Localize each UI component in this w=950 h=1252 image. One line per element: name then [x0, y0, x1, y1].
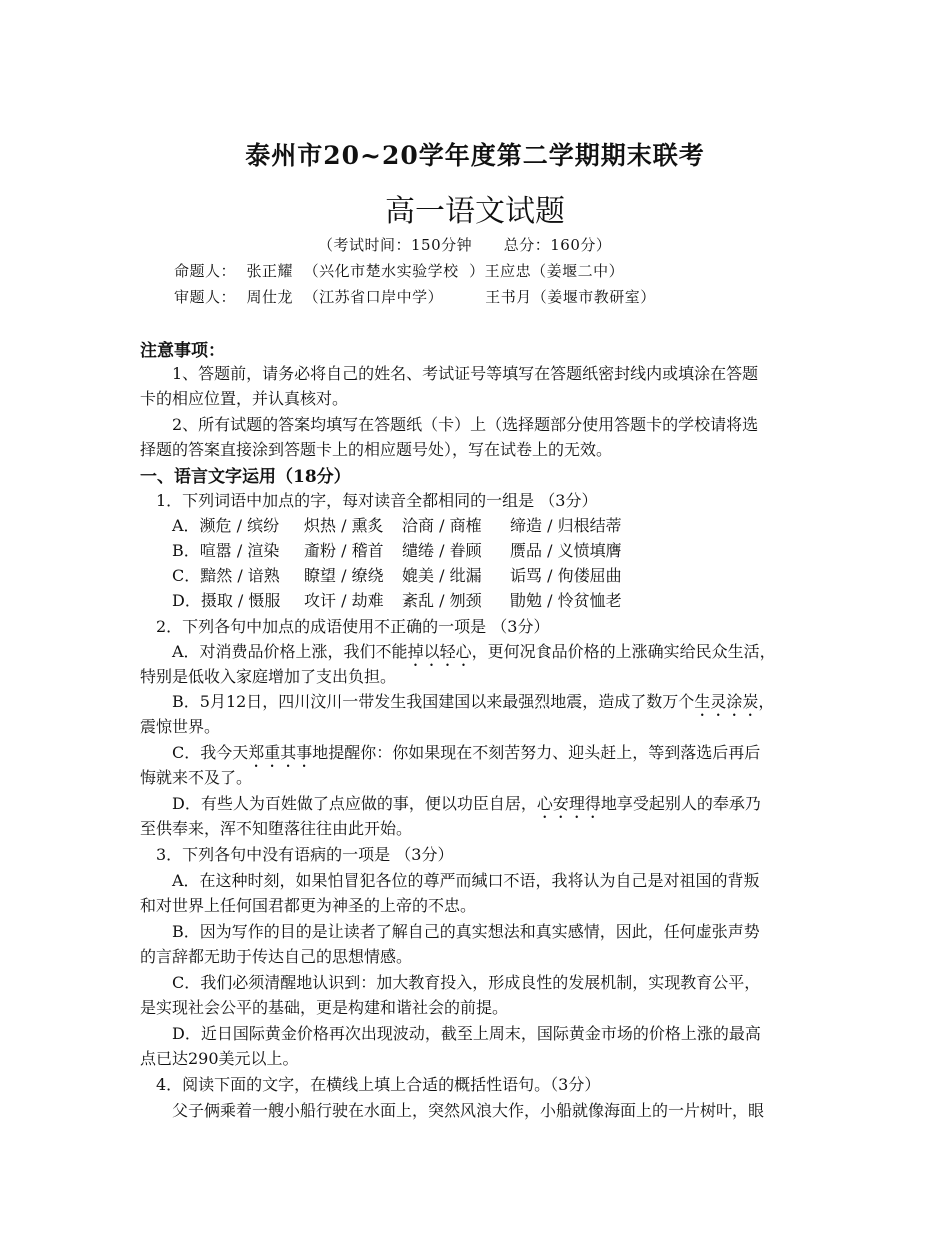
q3-option-d-line-2: 点已达290美元以上。 [140, 1049, 299, 1068]
q1-d-pair-3: 紊乱 / 刎颈 [402, 591, 482, 610]
q2-stem: 2．下列各句中加点的成语使用不正确的一项是 （3分） [156, 617, 550, 636]
q1-b-pair-2: 齑粉 / 稽首 [304, 541, 384, 560]
note-1-line-2: 卡的相应位置，并认真核对。 [140, 389, 349, 408]
q1-b-pair-4: 赝品 / 义愤填膺 [510, 541, 622, 560]
q2-d-idiom: 心安理得 [536, 794, 601, 813]
exam-subtitle: 高一语文试题 [385, 194, 565, 229]
q1-b-pair-3: 缱绻 / 眷顾 [402, 541, 482, 560]
q2-c-text-tail: 地提醒你：你如果现在不刻苦努力、迎头赶上，等到落选后再后 [312, 743, 761, 762]
q2-option-d-line-2: 至供奉来，浑不知堕落往往由此开始。 [140, 819, 413, 838]
q1-d-pair-4: 勖勉 / 怜贫恤老 [510, 591, 622, 610]
q3-option-d-line-1: D．近日国际黄金价格再次出现波动，截至上周末，国际黄金市场的价格上涨的最高 [172, 1024, 761, 1043]
q1-a-pair-4: 缔造 / 归根结蒂 [510, 516, 622, 535]
q1-a-pair-2: 炽热 / 熏炙 [304, 516, 384, 535]
q2-b-text-tail: ， [758, 692, 775, 711]
q2-c-idiom: 郑重其事 [248, 743, 313, 762]
q4-stem: 4．阅读下面的文字，在横线上填上合适的概括性语句。（3分） [156, 1075, 601, 1094]
q3-stem: 3．下列各句中没有语病的一项是 （3分） [156, 845, 454, 864]
q3-option-c-line-1: C．我们必须清醒地认识到：加大教育投入，形成良性的发展机制，实现教育公平， [172, 973, 761, 992]
q3-option-c-line-2: 是实现社会公平的基础，更是构建和谐社会的前提。 [140, 998, 509, 1017]
q1-d-pair-2: 攻讦 / 劫难 [304, 591, 384, 610]
q3-option-a-line-1: A．在这种时刻，如果怕冒犯各位的尊严而缄口不语，我将认为自己是对祖国的背叛 [172, 871, 760, 890]
q2-option-c-line-2: 悔就来不及了。 [140, 768, 253, 787]
q1-a-pair-3: 洽商 / 商榷 [402, 516, 482, 535]
q2-c-text: C．我今天 [172, 743, 249, 762]
q2-option-a-line-2: 特别是低收入家庭增加了支出负担。 [140, 667, 397, 686]
q1-c-pair-2: 瞭望 / 缭绕 [304, 566, 384, 585]
q4-passage-line-1: 父子俩乘着一艘小船行驶在水面上，突然风浪大作，小船就像海面上的一片树叶，眼 [172, 1101, 765, 1120]
q2-d-text-tail: 地享受起别人的奉承乃 [600, 794, 761, 813]
note-1-line-1: 1、答题前，请务必将自己的姓名、考试证号等填写在答题纸密封线内或填涂在答题 [172, 364, 759, 383]
q1-c-pair-3: 媲美 / 纰漏 [402, 566, 482, 585]
q2-option-b-line-2: 震惊世界。 [140, 717, 221, 736]
q2-a-text-tail: ，更何况食品价格的上涨确实给民众生活， [471, 642, 776, 661]
q3-option-b-line-2: 的言辞都无助于传达自己的思想情感。 [140, 947, 413, 966]
q3-option-b-line-1: B．因为写作的目的是让读者了解自己的真实想法和真实感情，因此，任何虚张声势 [172, 922, 760, 941]
reviewers-row: 审题人： 周仕龙 （江苏省口岸中学） 王书月（姜堰市教研室） [174, 288, 656, 306]
q2-d-text: D．有些人为百姓做了点应做的事，便以功臣自居， [172, 794, 537, 813]
note-2-line-2: 择题的答案直接涂到答题卡上的相应题号处），写在试卷上的无效。 [140, 440, 613, 459]
q1-a-pair-1: A．濒危 / 缤纷 [172, 516, 280, 535]
q2-a-text: A．对消费品价格上涨，我们不能 [172, 642, 408, 661]
section-1-heading: 一、语言文字运用（18分） [140, 467, 351, 487]
notes-heading: 注意事项： [140, 341, 225, 361]
q2-b-text: B．5月12日，四川汶川一带发生我国建国以来最强烈地震，造成了数万个 [172, 692, 695, 711]
q1-stem: 1．下列词语中加点的字，每对读音全都相同的一组是 （3分） [156, 491, 598, 510]
q1-b-pair-1: B．喧嚣 / 渲染 [172, 541, 280, 560]
q2-b-idiom: 生灵涂炭 [694, 692, 759, 711]
q3-option-a-line-2: 和对世界上任何国君都更为神圣的上帝的不忠。 [140, 896, 477, 915]
q1-c-pair-4: 诟骂 / 佝偻屈曲 [510, 566, 622, 585]
exam-info: （考试时间：150分钟 总分：160分） [318, 236, 612, 254]
authors-row: 命题人： 张正耀 （兴化市楚水实验学校 ）王应忠（姜堰二中） [174, 262, 625, 280]
q1-d-pair-1: D．摄取 / 慑服 [172, 591, 281, 610]
q2-a-idiom: 掉以轻心 [407, 642, 472, 661]
q1-c-pair-1: C．黯然 / 谙熟 [172, 566, 280, 585]
note-2-line-1: 2、所有试题的答案均填写在答题纸（卡）上（选择题部分使用答题卡的学校请将选 [172, 415, 759, 434]
exam-title: 泰州市20~20学年度第二学期期末联考 [245, 141, 705, 170]
